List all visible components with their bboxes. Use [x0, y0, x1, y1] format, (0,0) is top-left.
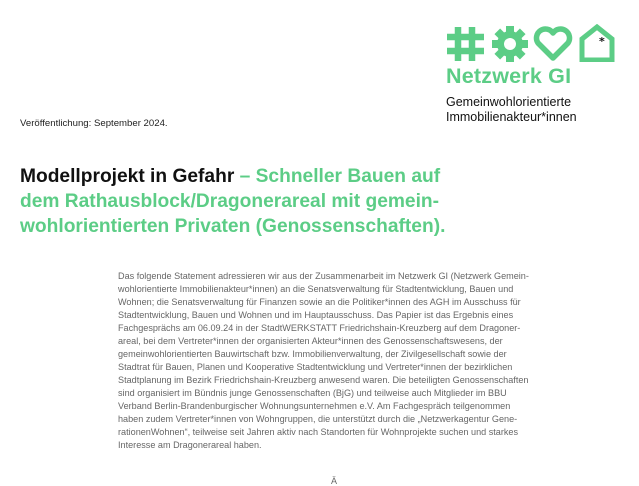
- paragraph-line: wohlorientierte Immobilienakteur*innen) an die Senatsverwaltung für Stadtentwicklung, Bauen und: [118, 284, 514, 294]
- headline-line-2: dem Rathausblock/Dragonerareal mit gemein-: [20, 191, 440, 212]
- brand-subtitle-line: Immobilienakteur*innen: [446, 110, 577, 124]
- intro-paragraph: [118, 270, 620, 452]
- brand-logo: [446, 24, 621, 124]
- house-star-icon: [579, 24, 615, 62]
- headline: [20, 164, 620, 239]
- heart-icon: [533, 26, 573, 62]
- paragraph-line: rationenWohnen“, teilweise seit Jahren aktiv nach Standorten für Wohnprojekte suchen und starkes: [118, 427, 519, 437]
- paragraph-line: Interesse am Dragonerareal haben.: [118, 440, 262, 450]
- brand-subtitle-line: Gemeinwohlorientierte: [446, 95, 572, 109]
- brand-name: Netzwerk GI: [446, 64, 572, 88]
- logo-icon-row: [446, 24, 621, 62]
- paragraph-line: Stadtentwicklung, Bauen und Wohnen und im Hauptausschuss. Das Papier ist das Ergebnis eines: [118, 310, 514, 320]
- hash-icon: [446, 26, 486, 62]
- paragraph-line: Fachgesprächs am 06.09.24 in der StadtWERKSTATT Friedrichshain-Kreuzberg auf dem Dragoner-: [118, 323, 521, 333]
- paragraph-line: Verband Berlin-Brandenburgischer Wohnungsunternehmen e.V. Am Fachgespräch teilgenommen: [118, 401, 511, 411]
- paragraph-line: haben zudem Vertreter*innen von Wohngruppen, die unterstützt durch die „Netzwerkagentur Gene-: [118, 414, 518, 424]
- paragraph-line: sind organisiert im Bündnis junge Genossenschaften (BjG) und teilweise auch Mitglieder im BBU: [118, 388, 507, 398]
- paragraph-line: Stadtrat für Bauen, Planen und Kooperative Stadtentwicklung und Vertreter*innen der bezirklichen: [118, 362, 513, 372]
- paragraph-line: gemeinwohlorientierten Bauwirtschaft bzw. Immobilienverwaltung, der Zivilgesellschaft sowie der: [118, 349, 507, 359]
- headline-line-1: [20, 164, 620, 189]
- paragraph-line: areal, bei dem Vertreter*innen der organisierten Akteur*innen des Genossenschaftswesens, der: [118, 336, 503, 346]
- cut-off-text: Ä: [331, 476, 338, 486]
- gear-icon: [492, 26, 528, 62]
- paragraph-line: Stadtplanung im Bezirk Friedrichshain-Kreuzberg anwesend waren. Die beteiligten Genossenschaften: [118, 375, 529, 385]
- headline-green-part: – Schneller Bauen auf: [234, 166, 441, 187]
- publication-date: Veröffentlichung: September 2024.: [20, 118, 168, 129]
- svg-text:*: *: [599, 35, 605, 48]
- paragraph-line: Das folgende Statement adressieren wir aus der Zusammenarbeit im Netzwerk GI (Netzwerk Gemein-: [118, 271, 529, 281]
- headline-dark-part: Modellprojekt in Gefahr: [20, 166, 235, 187]
- brand-subtitle: [446, 95, 577, 125]
- paragraph-line: Wohnen; die Senatsverwaltung für Finanzen sowie an die Politiker*innen des AGH im Ausschuss für: [118, 297, 521, 307]
- headline-line-3: wohlorientierten Privaten (Genossenschaften).: [20, 216, 446, 237]
